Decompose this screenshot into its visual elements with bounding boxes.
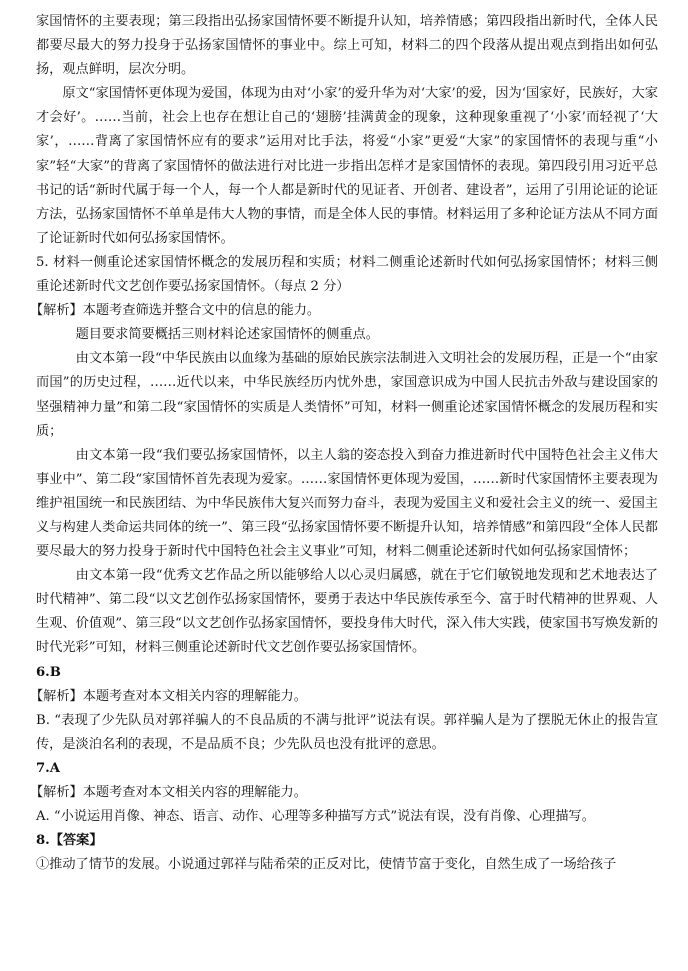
answer-5: 5. 材料一侧重论述家国情怀概念的发展历程和实质；材料二侧重论述新时代如何弘扬家国情怀；材料三侧重论述新时代文艺创作要弘扬家国情怀。（每点 2 分） — [36, 254, 658, 295]
analysis-5-material2: 由文本第一段“我们要弘扬家国情怀，以主人翁的姿态投入到奋力推进新时代中国特色社会主义伟大事业中”、第二段“家国情怀首先表现为爱家。……家国情怀更体现为爱国，……新时代家国情怀主要表现为维护祖国统一和民族团结、为中华民族伟大复兴而努力奋斗，表现为爱国主义和爱社会主义的统一、爱国主义与构建人类命运共同体的统一”、第三段“弘扬家国情怀要不断提升认知，培养情感”和第四段“全体人民都要尽最大的努力投身于新时代中国特色社会主义事业”可知，材料二侧重论述新时代如何弘扬家国情怀； — [36, 447, 658, 560]
answer-6: 6.B — [36, 664, 61, 680]
analysis-5-heading: 【解析】本题考查筛选并整合文中的信息的能力。 — [30, 303, 321, 319]
analysis-6-detail: B. “表现了少先队员对郭祥骗人的不良品质的不满与批评”说法有误。郭祥骗人是为了摆脱无休止的报告宣传，是淡泊名利的表现，不是品质不良；少先队员也没有批评的意思。 — [36, 712, 658, 752]
analysis-5-requirement: 题目要求简要概括三则材料论述家国情怀的侧重点。 — [75, 327, 379, 343]
analysis-6-heading: 【解析】本题考查对本文相关内容的理解能力。 — [30, 688, 307, 704]
answer-8-heading: 8.【答案】 — [36, 833, 103, 849]
analysis-5-material1: 由文本第一段“中华民族由以血缘为基础的原始民族宗法制进入文明社会的发展历程，正是一个“由家而国”的历史过程，……近代以来，中华民族经历内忧外患，家国意识成为中国人民抗击外敌与建设国家的坚强精神力量”和第二段“家国情怀的实质是人类情怀”可知，材料一侧重论述家国情怀概念的发展历程和实质； — [36, 351, 658, 439]
analysis-7-heading: 【解析】本题考查对本文相关内容的理解能力。 — [30, 785, 307, 800]
paragraph-material2-structure: 家国情怀的主要表现；第三段指出弘扬家国情怀要不断提升认知，培养情感；第四段指出新时代，全体人民都要尽最大的努力投身于弘扬家国情怀的事业中。综上可知，材料二的四个段落从提出观点到指出如何弘扬，观点鲜明，层次分明。 — [36, 14, 658, 78]
paragraph-contrast-analysis: 原文“家国情怀更体现为爱国，体现为由对‘小家’的爱升华为对‘大家’的爱，因为‘国家好，民族好，大家才会好’。……当前，社会上也存在想让自己的‘翅膀’挂满黄金的现象，这种现象重视了‘小家’而轻视了‘大家’，……背离了家国情怀应有的要求”运用对比手法，将爱“小家”更爱“大家”的家国情怀的表现与重“小家”轻“大家”的背离了家国情怀的做法进行对比进一步指出怎样才是家国情怀的表现。第四段引用习近平总书记的话“新时代属于每一个人，每一个人都是新时代的见证者、开创者、建设者”，运用了引用论证的论证方法，弘扬家国情怀不单单是伟大人物的事情，而是全体人民的事情。材料运用了多种论证方法从不同方面了论证新时代如何弘扬家国情怀。 — [36, 86, 658, 246]
analysis-7-detail: A. “小说运用肖像、神态、语言、动作、心理等多种描写方式”说法有误，没有肖像、心理描写。 — [36, 809, 595, 825]
answer-7: 7.A — [36, 760, 60, 776]
answer-8-point-1: ①推动了情节的发展。小说通过郭祥与陆希荣的正反对比，使情节富于变化，自然生成了一场给孩子 — [36, 857, 617, 873]
analysis-5-material3: 由文本第一段“优秀文艺作品之所以能够给人以心灵归属感，就在于它们敏锐地发现和艺术地表达了时代精神”、第二段“以文艺创作弘扬家国情怀，要勇于表达中华民族传承至今、富于时代精神的世界观、人生观、价值观”、第三段“以文艺创作弘扬家国情怀，要投身伟大时代，深入伟大实践，使家国书写焕发新的时代光彩”可知，材料三侧重论述新时代文艺创作要弘扬家国情怀。 — [36, 568, 658, 656]
